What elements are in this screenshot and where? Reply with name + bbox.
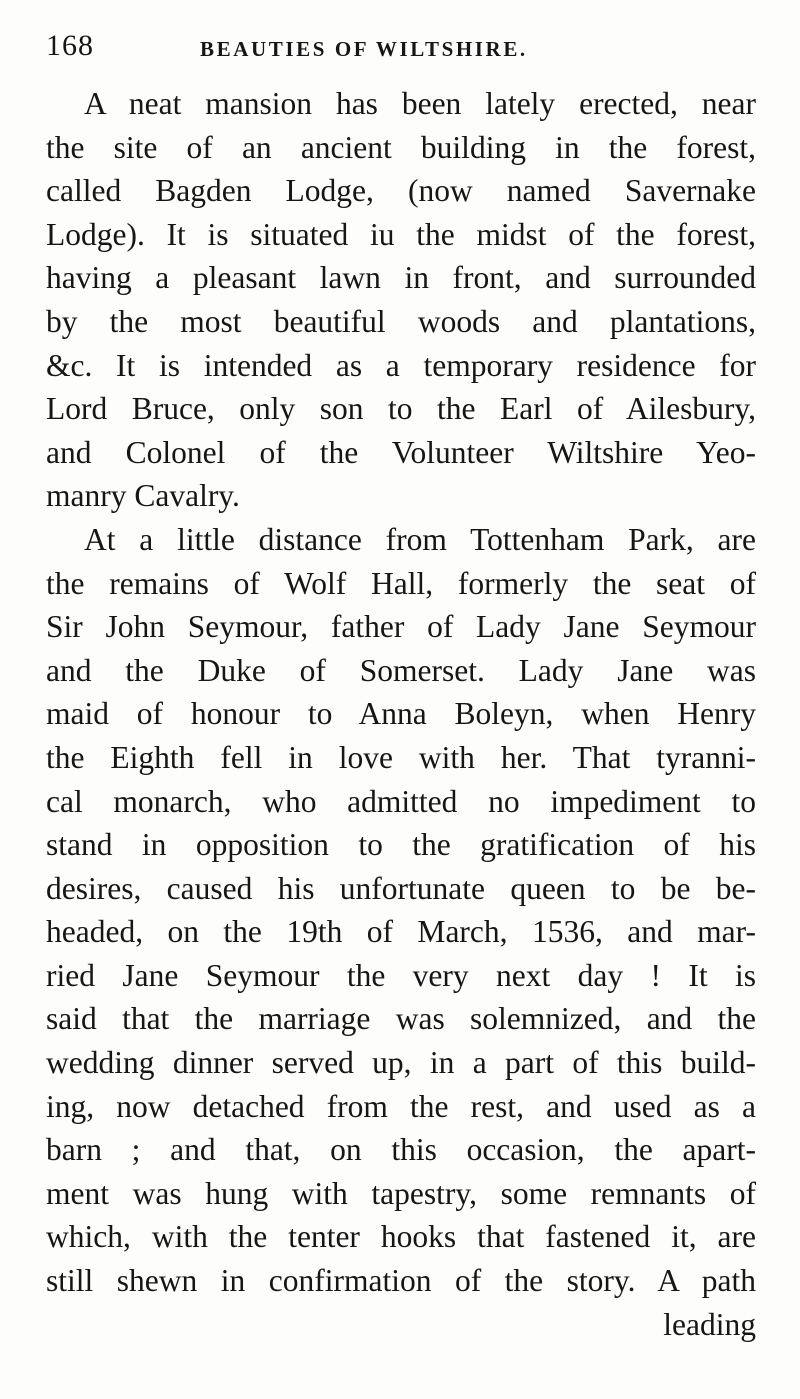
- text-line: barn ; and that, on this occasion, the apart-: [46, 1132, 756, 1168]
- text-line: said that the marriage was solemnized, and the: [46, 1001, 756, 1037]
- catchword: leading: [663, 1306, 756, 1342]
- text-line: the remains of Wolf Hall, formerly the seat of: [46, 565, 756, 601]
- page-number: 168: [46, 29, 94, 62]
- text-line: Lord Bruce, only son to the Earl of Ailesbury,: [46, 391, 756, 427]
- text-line: ment was hung with tapestry, some remnants of: [46, 1175, 756, 1211]
- text-line: Lodge). It is situated iu the midst of the forest,: [46, 216, 756, 252]
- text-line: Sir John Seymour, father of Lady Jane Seymour: [46, 609, 756, 645]
- text-line: ing, now detached from the rest, and used as a: [46, 1088, 756, 1124]
- text-line: &c. It is intended as a temporary residence for: [46, 347, 756, 383]
- text-line: At a little distance from Tottenham Park, are: [84, 521, 756, 557]
- text-line: still shewn in confirmation of the story. A path: [46, 1263, 756, 1299]
- text-line: desires, caused his unfortunate queen to be be-: [46, 870, 756, 906]
- text-line: cal monarch, who admitted no impediment to: [46, 783, 756, 819]
- page-header: [46, 22, 756, 70]
- text-line: manry Cavalry.: [46, 478, 240, 514]
- text-line: by the most beautiful woods and plantations,: [46, 303, 756, 339]
- text-line: A neat mansion has been lately erected, near: [84, 86, 756, 121]
- text-line: and the Duke of Somerset. Lady Jane was: [46, 652, 756, 688]
- text-line: maid of honour to Anna Boleyn, when Henry: [46, 696, 756, 732]
- body-text: [46, 82, 756, 1346]
- text-line: called Bagden Lodge, (now named Savernake: [46, 173, 756, 209]
- text-line: headed, on the 19th of March, 1536, and mar-: [46, 914, 756, 950]
- text-line: having a pleasant lawn in front, and surrounded: [46, 260, 756, 296]
- text-line: stand in opposition to the gratification of his: [46, 827, 756, 863]
- text-line: which, with the tenter hooks that fastened it, are: [46, 1219, 756, 1255]
- running-title: BEAUTIES OF WILTSHIRE.: [200, 37, 528, 61]
- text-line: the Eighth fell in love with her. That tyranni-: [46, 739, 756, 775]
- text-line: wedding dinner served up, in a part of this build-: [46, 1045, 756, 1081]
- text-line: and Colonel of the Volunteer Wiltshire Yeo-: [46, 434, 756, 470]
- text-line: the site of an ancient building in the forest,: [46, 129, 756, 165]
- text-line: ried Jane Seymour the very next day ! It is: [46, 957, 756, 993]
